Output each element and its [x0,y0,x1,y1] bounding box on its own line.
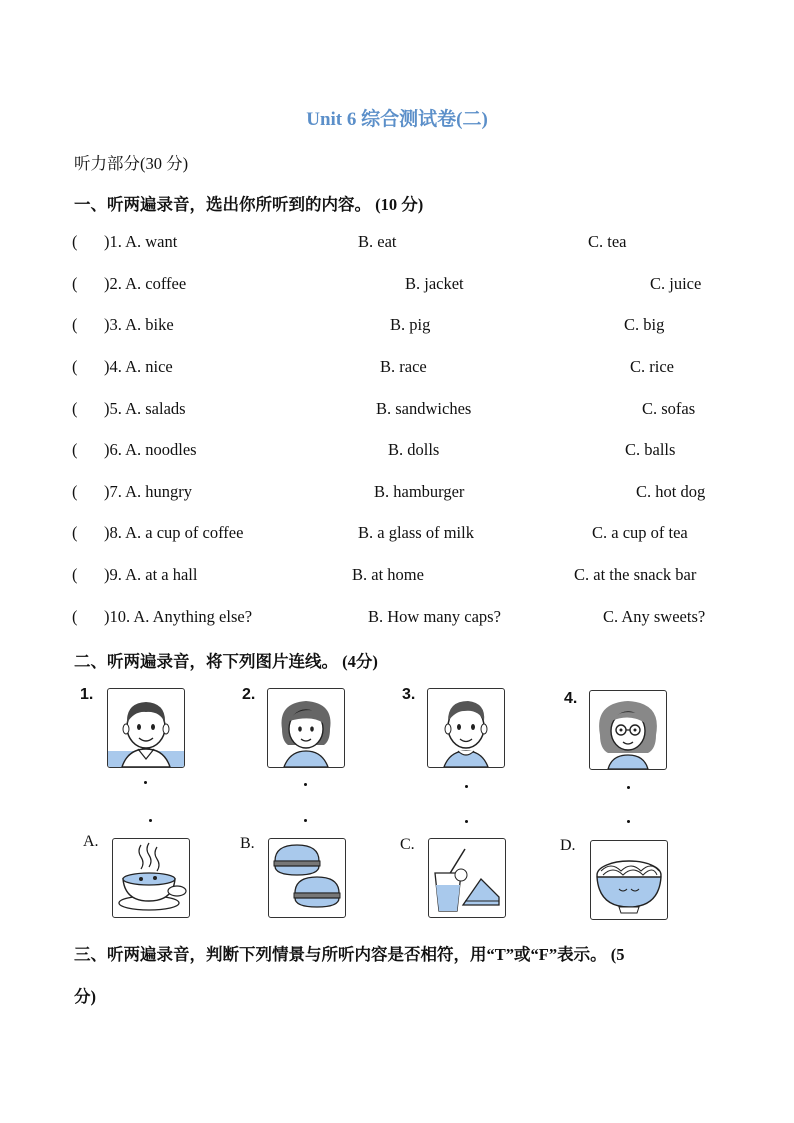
question-row [72,399,752,421]
question-row [72,565,752,587]
connect-dot[interactable] [304,819,307,822]
option-b: B. eat [358,232,397,251]
option-a: )6. A. noodles [104,440,197,459]
option-a: )5. A. salads [104,399,186,418]
question-row [72,482,752,504]
food-label: C. [400,836,415,853]
connect-dot[interactable] [465,820,468,823]
option-c: C. Any sweets? [603,607,706,626]
question-row [72,607,752,629]
person-label: 3. [402,686,416,703]
question-row [72,315,752,337]
option-a: )3. A. bike [104,315,174,334]
answer-paren[interactable]: ( [72,399,78,418]
option-b: B. sandwiches [376,399,472,418]
connect-dot[interactable] [627,786,630,789]
person-label: 4. [564,690,578,707]
page-title: Unit 6 综合测试卷(二) [306,109,488,130]
option-c: C. at the snack bar [574,565,697,584]
option-c: C. balls [625,440,676,459]
option-c: C. a cup of tea [592,523,688,542]
answer-paren[interactable]: ( [72,607,78,626]
person-label: 1. [80,686,94,703]
food-label: D. [560,837,576,854]
soup-bowl-icon [112,838,190,918]
option-a: )1. A. want [104,232,178,251]
question-row [72,232,752,254]
option-c: C. tea [588,232,627,251]
boy-face-icon [107,688,185,768]
answer-paren[interactable]: ( [72,482,78,501]
question-row [72,274,752,296]
section3-heading-cont: 分) [74,987,96,1006]
answer-paren[interactable]: ( [72,440,78,459]
noodles-bowl-icon [590,840,668,920]
answer-paren[interactable]: ( [72,315,78,334]
question-row [72,440,752,462]
option-b: B. hamburger [374,482,465,501]
food-label: A. [83,833,99,850]
girl-face-icon [267,688,345,768]
girl-glasses-face-icon [589,690,667,770]
option-b: B. pig [390,315,431,334]
juice-sandwich-icon [428,838,506,918]
boy-face-icon [427,688,505,768]
answer-paren[interactable]: ( [72,565,78,584]
option-b: B. jacket [405,274,464,293]
option-b: B. at home [352,565,424,584]
option-b: B. race [380,357,427,376]
option-a: )10. A. Anything else? [104,607,253,626]
person-label: 2. [242,686,256,703]
question-row [72,523,752,545]
option-b: B. a glass of milk [358,523,474,542]
listening-part-label: 听力部分(30 分) [74,154,189,173]
connect-dot[interactable] [627,820,630,823]
section1-heading: 一、听两遍录音，选出你所听到的内容。 (10 分) [74,195,424,214]
option-c: C. rice [630,357,674,376]
answer-paren[interactable]: ( [72,357,78,376]
option-c: C. hot dog [636,482,706,501]
option-c: C. big [624,315,665,334]
connect-dot[interactable] [304,783,307,786]
option-a: )7. A. hungry [104,482,192,501]
connect-dot[interactable] [144,781,147,784]
option-c: C. juice [650,274,702,293]
option-a: )2. A. coffee [104,274,187,293]
option-a: )9. A. at a hall [104,565,198,584]
hamburgers-icon [268,838,346,918]
question-row [72,357,752,379]
answer-paren[interactable]: ( [72,523,78,542]
option-b: B. How many caps? [368,607,501,626]
connect-dot[interactable] [149,819,152,822]
option-c: C. sofas [642,399,696,418]
answer-paren[interactable]: ( [72,232,78,251]
option-a: )8. A. a cup of coffee [104,523,244,542]
section2-heading: 二、听两遍录音，将下列图片连线。 (4分) [74,652,378,671]
option-a: )4. A. nice [104,357,173,376]
answer-paren[interactable]: ( [72,274,78,293]
option-b: B. dolls [388,440,440,459]
section3-heading: 三、听两遍录音，判断下列情景与所听内容是否相符，用“T”或“F”表示。 (5 [74,945,625,964]
food-label: B. [240,835,255,852]
connect-dot[interactable] [465,785,468,788]
